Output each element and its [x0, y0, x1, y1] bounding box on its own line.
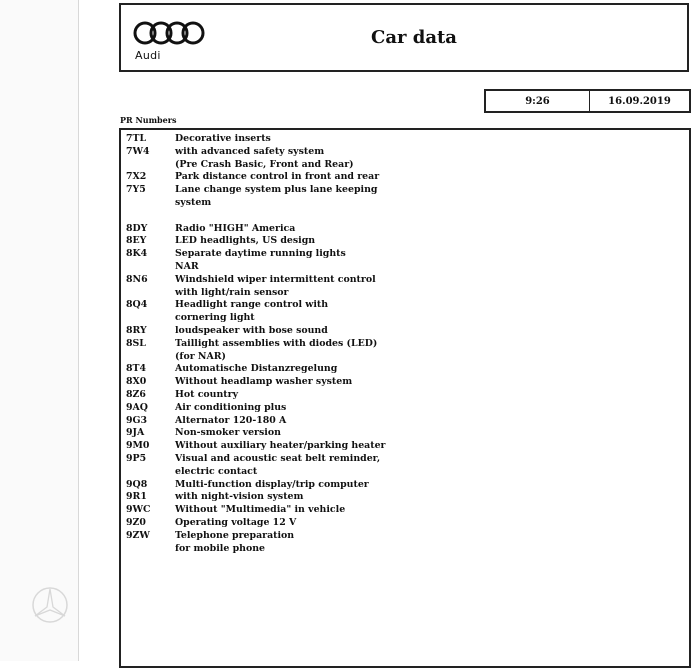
pr-description: cornering light [175, 312, 255, 324]
list-item [126, 299, 426, 312]
pr-code: 8K4 [126, 248, 148, 260]
pr-code [126, 197, 175, 210]
date-value: 16.09.2019 [608, 95, 671, 107]
list-item [126, 235, 426, 248]
pr-code: 8N6 [126, 273, 148, 285]
pr-code: 9ZW [126, 529, 150, 541]
brand-name: Audi [135, 49, 161, 62]
pr-numbers-list [126, 133, 426, 555]
pr-code [126, 466, 175, 479]
list-item [126, 453, 426, 466]
pr-description: (for NAR) [175, 350, 226, 362]
left-margin-strip [0, 0, 79, 661]
list-item [126, 466, 426, 479]
pr-code [126, 261, 175, 274]
pr-description: Visual and acoustic seat belt reminder, [175, 452, 381, 464]
pr-code: 8Q4 [126, 299, 148, 311]
section-label: PR Numbers [120, 115, 177, 125]
list-item [126, 504, 426, 517]
list-item [126, 248, 426, 261]
pr-code: 8EY [126, 235, 147, 247]
pr-code: 8DY [126, 222, 148, 234]
page-title: Car data [371, 27, 457, 48]
pr-description: Automatische Distanzregelung [175, 363, 338, 375]
pr-description: loudspeaker with bose sound [175, 324, 328, 336]
pr-code: 9M0 [126, 440, 150, 452]
pr-code: 7X2 [126, 171, 147, 183]
list-item [126, 197, 426, 210]
list-item [126, 440, 426, 453]
time-date-box [484, 89, 691, 113]
list-item [126, 171, 426, 184]
list-item [126, 517, 426, 530]
pr-code: 7W4 [126, 145, 150, 157]
pr-description: Without auxiliary heater/parking heater [175, 440, 386, 452]
pr-description: Separate daytime running lights [175, 248, 346, 260]
pr-description: Without "Multimedia" in vehicle [175, 504, 346, 516]
pr-description: system [175, 196, 212, 208]
pr-code: 9G3 [126, 414, 148, 426]
pr-code: 7TL [126, 133, 147, 144]
pr-code [126, 312, 175, 325]
list-item [126, 261, 426, 274]
pr-code: 9Z0 [126, 516, 146, 528]
pr-description: with advanced safety system [175, 145, 325, 157]
pr-code: 8SL [126, 337, 146, 349]
pr-description: Alternator 120-180 A [175, 414, 287, 426]
pr-code: 8RY [126, 324, 147, 336]
list-item [126, 146, 426, 159]
pr-description: Radio "HIGH" America [175, 222, 296, 234]
list-item [126, 325, 426, 338]
pr-code: 9WC [126, 504, 151, 516]
pr-code: 8X0 [126, 376, 147, 388]
pr-code: 9R1 [126, 491, 147, 503]
pr-description: NAR [175, 260, 199, 272]
pr-description: with light/rain sensor [175, 286, 289, 298]
pr-code: 9JA [126, 427, 145, 439]
star-logo-watermark-icon [30, 585, 70, 625]
pr-code [126, 351, 175, 364]
list-item [126, 223, 426, 236]
pr-description: for mobile phone [175, 542, 265, 554]
pr-description: Multi-function display/trip computer [175, 478, 369, 490]
pr-description: (Pre Crash Basic, Front and Rear) [175, 158, 354, 170]
pr-description: Non-smoker version [175, 427, 281, 439]
pr-code: 9P5 [126, 452, 147, 464]
pr-code [126, 543, 175, 556]
list-item [126, 543, 426, 556]
pr-description: Headlight range control with [175, 299, 329, 311]
list-item [126, 389, 426, 402]
list-item [126, 184, 426, 197]
list-item [126, 376, 426, 389]
list-item [126, 338, 426, 351]
list-item [126, 363, 426, 376]
pr-description: Air conditioning plus [175, 401, 287, 413]
list-item [126, 427, 426, 440]
pr-code: 9Q8 [126, 478, 148, 490]
pr-description: Telephone preparation [175, 529, 295, 541]
list-item [126, 402, 426, 415]
list-item [126, 530, 426, 543]
list-item [126, 159, 426, 172]
pr-description: Without headlamp washer system [175, 376, 353, 388]
list-item [126, 133, 426, 146]
document-header [119, 3, 689, 72]
list-item [126, 415, 426, 428]
pr-code: 9AQ [126, 401, 148, 413]
list-item [126, 351, 426, 364]
list-item [126, 274, 426, 287]
list-item [126, 491, 426, 504]
list-item [126, 287, 426, 300]
pr-code: 8T4 [126, 363, 147, 375]
pr-description: Park distance control in front and rear [175, 171, 380, 183]
pr-description: Hot country [175, 388, 239, 400]
pr-description: Decorative inserts [175, 133, 271, 144]
pr-description: Operating voltage 12 V [175, 516, 297, 528]
pr-description: Lane change system plus lane keeping [175, 184, 378, 196]
pr-description: electric contact [175, 465, 258, 477]
pr-description: Windshield wiper intermittent control [175, 273, 376, 285]
pr-description: Taillight assemblies with diodes (LED) [175, 337, 378, 349]
four-rings-logo-icon [133, 20, 205, 46]
pr-description: LED headlights, US design [175, 235, 316, 247]
pr-numbers-box [119, 128, 691, 668]
pr-description: with night-vision system [175, 491, 304, 503]
pr-code: 8Z6 [126, 388, 146, 400]
list-item [126, 312, 426, 325]
time-value: 9:26 [486, 91, 590, 111]
list-item [126, 479, 426, 492]
pr-code [126, 159, 175, 172]
pr-code: 7Y5 [126, 184, 146, 196]
pr-code [126, 287, 175, 300]
